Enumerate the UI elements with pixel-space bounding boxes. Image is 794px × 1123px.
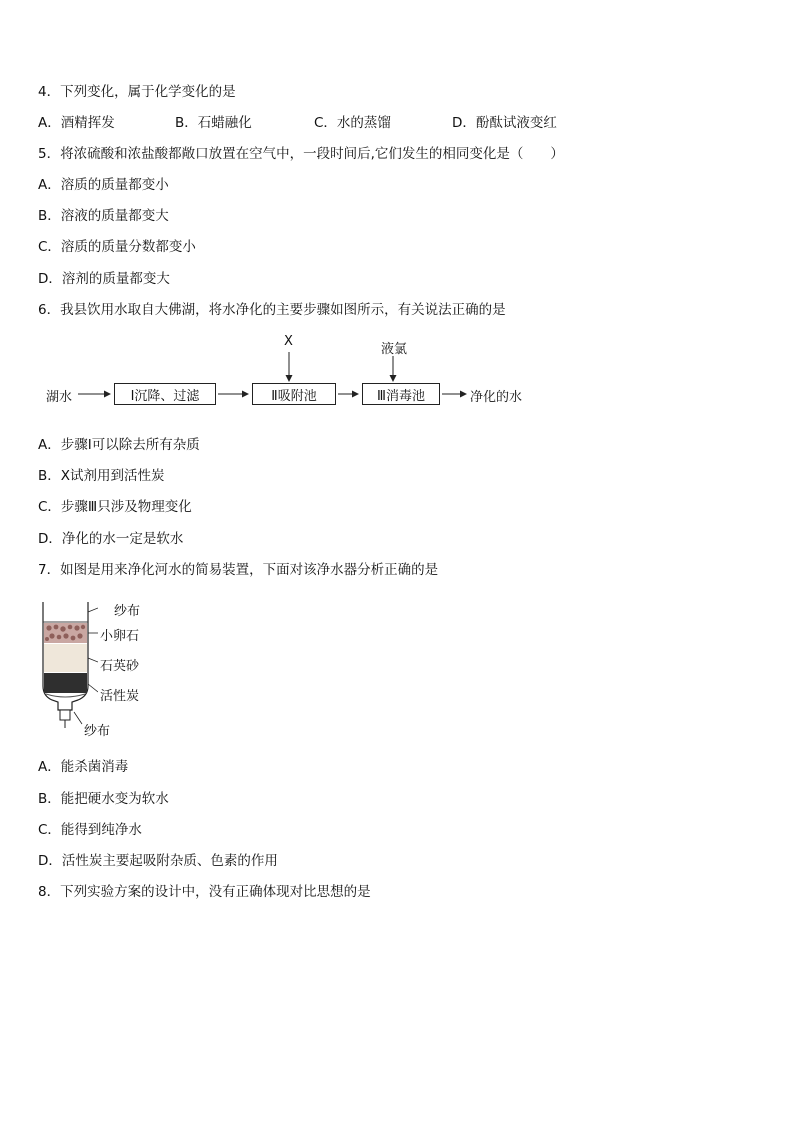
step-1-label: Ⅰ沉降、过滤 (130, 388, 200, 404)
reagent-x-label: X (284, 334, 293, 349)
bottom-gauze-label: 纱布 (84, 724, 111, 739)
option-c: C．溶质的质量分数都变小 (38, 239, 196, 255)
option-a: A．溶质的质量都变小 (38, 177, 169, 193)
option-d: D．酚酞试液变红 (452, 115, 557, 131)
chlorine-label: 液氯 (381, 342, 408, 357)
step-2-box (252, 383, 336, 405)
question-4-options (38, 114, 638, 132)
option-c: C．步骤Ⅲ只涉及物理变化 (38, 499, 192, 515)
quartz-sand-label: 石英砂 (100, 659, 140, 674)
option-c: C．能得到纯净水 (38, 822, 142, 838)
source-label: 湖水 (46, 390, 73, 405)
step-1-box (114, 383, 216, 405)
question-5-stem: 5．将浓硫酸和浓盐酸都敞口放置在空气中，一段时间后,它们发生的相同变化是（ ） (38, 146, 564, 162)
option-a: A．步骤Ⅰ可以除去所有杂质 (38, 437, 200, 453)
option-c: C．水的蒸馏 (314, 115, 391, 131)
option-d: D．活性炭主要起吸附杂质、色素的作用 (38, 853, 278, 869)
option-b: B．能把硬水变为软水 (38, 791, 169, 807)
question-7-stem: 7．如图是用来净化河水的简易装置，下面对该净水器分析正确的是 (38, 562, 439, 578)
top-gauze-label: 纱布 (114, 604, 141, 619)
pebbles-label: 小卵石 (100, 629, 140, 644)
option-a: A．酒精挥发 (38, 115, 115, 131)
result-label: 净化的水 (470, 390, 523, 405)
water-purification-flow-diagram (40, 336, 560, 416)
option-d: D．净化的水一定是软水 (38, 531, 184, 547)
question-8-stem: 8．下列实验方案的设计中，没有正确体现对比思想的是 (38, 884, 371, 900)
option-b: B．X试剂用到活性炭 (38, 468, 165, 484)
option-b: B．石蜡融化 (175, 115, 252, 131)
step-3-box (362, 383, 440, 405)
step-2-label: Ⅱ吸附池 (271, 388, 317, 404)
filter-bottle-illustration (38, 600, 98, 740)
water-filter-diagram (38, 600, 198, 740)
option-a: A．能杀菌消毒 (38, 759, 129, 775)
option-d: D．溶剂的质量都变大 (38, 271, 170, 287)
step-3-label: Ⅲ消毒池 (377, 388, 425, 404)
activated-carbon-label: 活性炭 (100, 689, 140, 704)
question-6-stem: 6．我县饮用水取自大佛湖，将水净化的主要步骤如图所示，有关说法正确的是 (38, 302, 506, 318)
question-4-stem: 4．下列变化，属于化学变化的是 (38, 84, 236, 100)
option-b: B．溶液的质量都变大 (38, 208, 169, 224)
